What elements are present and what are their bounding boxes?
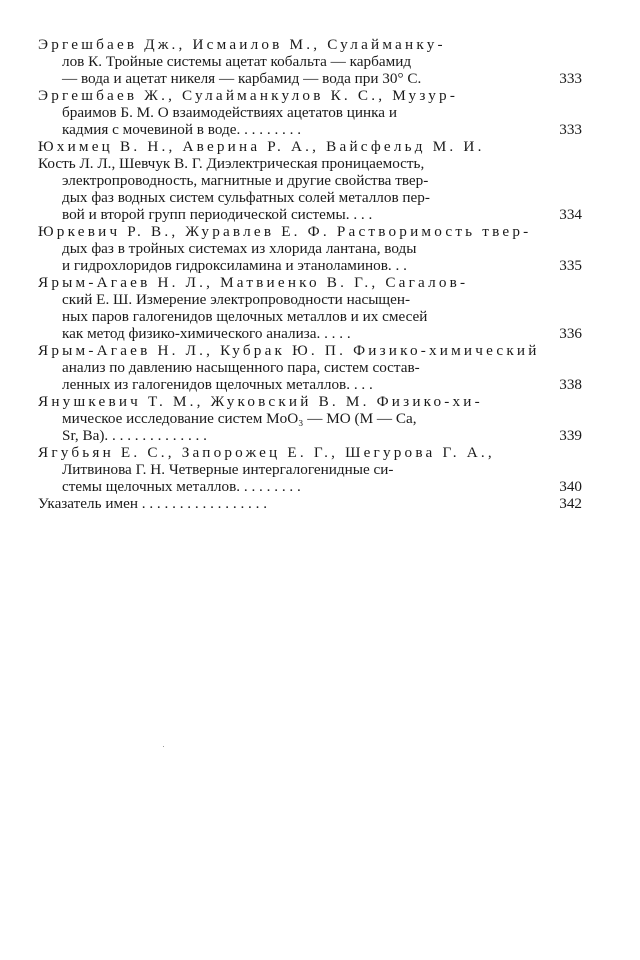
toc-entry xyxy=(38,274,584,342)
page-number: 335 xyxy=(559,257,582,274)
toc-entry xyxy=(38,393,584,444)
toc-line: Sr, Ba). . . . . . . . . . . . . . xyxy=(62,427,207,444)
page-number: 333 xyxy=(559,121,582,138)
scan-speck xyxy=(163,746,164,747)
toc-line: Ярым-Агаев Н. Л., Кубрак Ю. П. Физико-химический xyxy=(38,342,540,359)
toc-line: Литвинова Г. Н. Четверные интергалогенидные си- xyxy=(62,461,394,478)
toc-entry xyxy=(38,87,584,138)
page-number: 342 xyxy=(559,495,582,512)
table-of-contents xyxy=(38,36,584,512)
toc-entry xyxy=(38,223,584,274)
toc-line: Указатель имен . . . . . . . . . . . . . . . . . xyxy=(38,495,268,512)
page-number: 339 xyxy=(559,427,582,444)
toc-entry-name-index xyxy=(38,495,584,512)
page-number: 334 xyxy=(559,206,582,223)
toc-line: Эргешбаев Дж., Исмаилов М., Сулайманку- xyxy=(38,36,446,53)
toc-entry xyxy=(38,342,584,393)
page-number: 340 xyxy=(559,478,582,495)
toc-line: Юхимец В. Н., Аверина Р. А., Вайсфельд М. И. xyxy=(38,138,485,155)
toc-entry xyxy=(38,444,584,495)
toc-entry xyxy=(38,138,584,223)
toc-line: Ягубьян Е. С., Запорожец Е. Г., Шегурова Г. А., xyxy=(38,444,495,461)
toc-line: вой и второй групп периодической системы. . . . xyxy=(62,206,373,223)
toc-line: Юркевич Р. В., Журавлев Е. Ф. Растворимость твер- xyxy=(38,223,532,240)
toc-line: Янушкевич Т. М., Жуковский В. М. Физико-хи- xyxy=(38,393,483,410)
toc-line: дых фаз в тройных системах из хлорида лантана, воды xyxy=(62,240,417,257)
toc-line: браимов Б. М. О взаимодействиях ацетатов цинка и xyxy=(62,104,397,121)
toc-line: ский Е. Ш. Измерение электропроводности насыщен- xyxy=(62,291,411,308)
toc-line: ленных из галогенидов щелочных металлов. . . . xyxy=(62,376,373,393)
toc-line: ных паров галогенидов щелочных металлов и их смесей xyxy=(62,308,428,325)
toc-line: как метод физико-химического анализа. . . . . xyxy=(62,325,351,342)
toc-line: стемы щелочных металлов. . . . . . . . . xyxy=(62,478,301,495)
toc-entry xyxy=(38,36,584,87)
toc-line: лов К. Тройные системы ацетат кобальта — карбамид xyxy=(62,53,412,70)
page-number: 338 xyxy=(559,376,582,393)
toc-line: кадмия с мочевиной в воде. . . . . . . . . xyxy=(62,121,302,138)
toc-line: мическое исследование систем MoO₃ — MO (M — Ca, xyxy=(62,410,417,427)
toc-line: Эргешбаев Ж., Сулайманкулов К. С., Музур- xyxy=(38,87,459,104)
toc-line: электропроводность, магнитные и другие свойства твер- xyxy=(62,172,429,189)
toc-line: анализ по давлению насыщенного пара, систем состав- xyxy=(62,359,420,376)
page-number: 333 xyxy=(559,70,582,87)
toc-line: — вода и ацетат никеля — карбамид — вода при 30° С. xyxy=(62,70,422,87)
toc-line: Ярым-Агаев Н. Л., Матвиенко В. Г., Сагалов- xyxy=(38,274,469,291)
toc-line: дых фаз водных систем сульфатных солей металлов пер- xyxy=(62,189,430,206)
toc-line: и гидрохлоридов гидроксиламина и этаноламинов. . . xyxy=(62,257,407,274)
toc-line: Кость Л. Л., Шевчук В. Г. Диэлектрическая проницаемость, xyxy=(38,155,425,172)
page-number: 336 xyxy=(559,325,582,342)
